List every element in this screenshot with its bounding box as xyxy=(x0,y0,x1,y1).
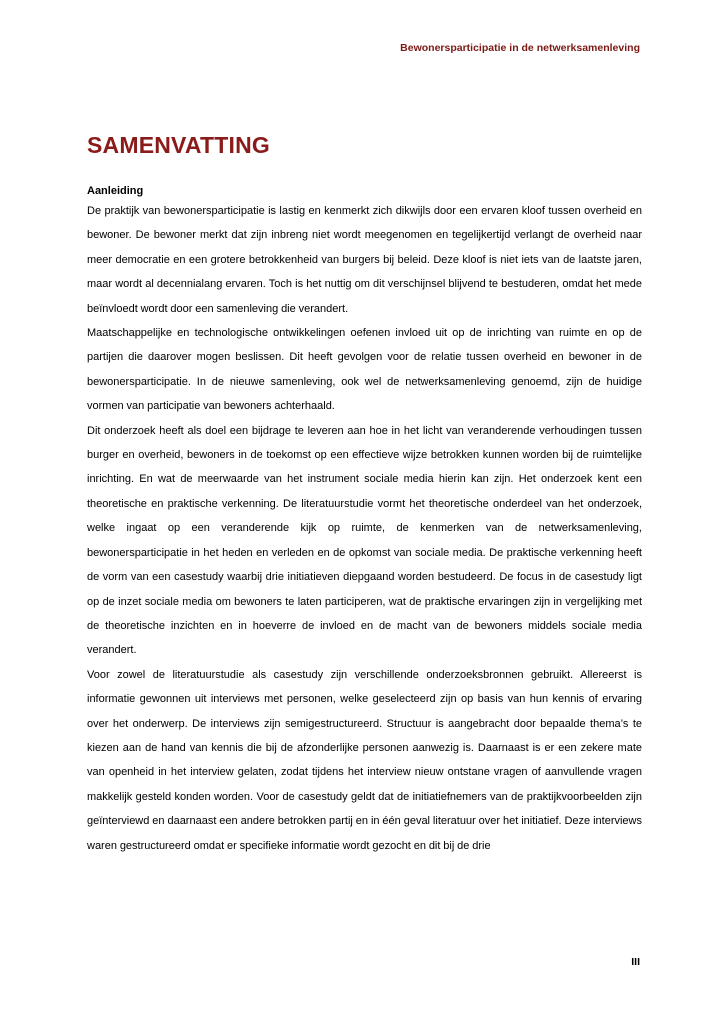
section-title: SAMENVATTING xyxy=(87,132,270,158)
page-number: III xyxy=(631,956,640,968)
running-header: Bewonersparticipatie in de netwerksamenleving xyxy=(400,42,640,54)
subheading-aanleiding: Aanleiding xyxy=(87,185,144,197)
paragraph: Maatschappelijke en technologische ontwikkelingen oefenen invloed uit op de inrichting van ruimte en op de partijen die daarover mogen beslissen. Dit heeft gevolgen voor de relatie tussen overheid en bewoner in de bewonersparticipatie. In de nieuwe samenleving, ook wel de netwerksamenleving genoemd, zijn de huidige vormen van participatie van bewoners achterhaald. xyxy=(87,327,642,413)
paragraph: Dit onderzoek heeft als doel een bijdrage te leveren aan hoe in het licht van veranderende verhoudingen tussen burger en overheid, bewoners in de toekomst op een effectieve wijze betrokken kunnen worden bij de ruimtelijke inrichting. En wat de meerwaarde van het instrument sociale media hierin kan zijn. Het onderzoek kent een theoretische en praktische verkenning. De literatuurstudie vormt het theoretische onderdeel van het onderzoek, welke ingaat op een veranderende kijk op ruimte, de kenmerken van de netwerksamenleving, bewonersparticipatie in het heden en verleden en de opkomst van sociale media. De praktische verkenning heeft de vorm van een casestudy waarbij drie initiatieven diepgaand worden bestudeerd. De focus in de casestudy ligt op de inzet sociale media om bewoners te laten participeren, wat de praktische ervaringen zijn in vergelijking met de theoretische inzichten en in hoeverre de invloed en de macht van de bewoners middels sociale media verandert. xyxy=(87,424,642,657)
body-text xyxy=(87,199,642,858)
paragraph: Voor zowel de literatuurstudie als casestudy zijn verschillende onderzoeksbronnen gebruikt. Allereerst is informatie gewonnen uit interviews met personen, welke geselecteerd zijn op basis van hun kennis of ervaring over het onderwerp. De interviews zijn semigestructureerd. Structuur is aangebracht door bepaalde thema’s te kiezen aan de hand van kennis die bij de afzonderlijke personen aanwezig is. Daarnaast is er een zekere mate van openheid in het interview gelaten, zodat tijdens het interview nieuw ontstane vragen of aanvullende vragen makkelijk gesteld konden worden. Voor de casestudy geldt dat de initiatiefnemers van de praktijkvoorbeelden zijn geïnterviewd en daarnaast een andere betrokken partij en in één geval literatuur over het initiatief. Deze interviews waren gestructureerd omdat er specifieke informatie wordt gezocht en dit bij de drie xyxy=(87,668,642,852)
paragraph: De praktijk van bewonersparticipatie is lastig en kenmerkt zich dikwijls door een ervaren kloof tussen overheid en bewoner. De bewoner merkt dat zijn inbreng niet wordt meegenomen en tegelijkertijd verlangt de overheid naar meer democratie en een grotere betrokkenheid van burgers bij beleid. Deze kloof is niet iets van de laatste jaren, maar wordt al decennialang ervaren. Toch is het nuttig om dit verschijnsel blijvend te bestuderen, omdat het mede beïnvloedt wordt door een samenleving die verandert. xyxy=(87,205,642,315)
